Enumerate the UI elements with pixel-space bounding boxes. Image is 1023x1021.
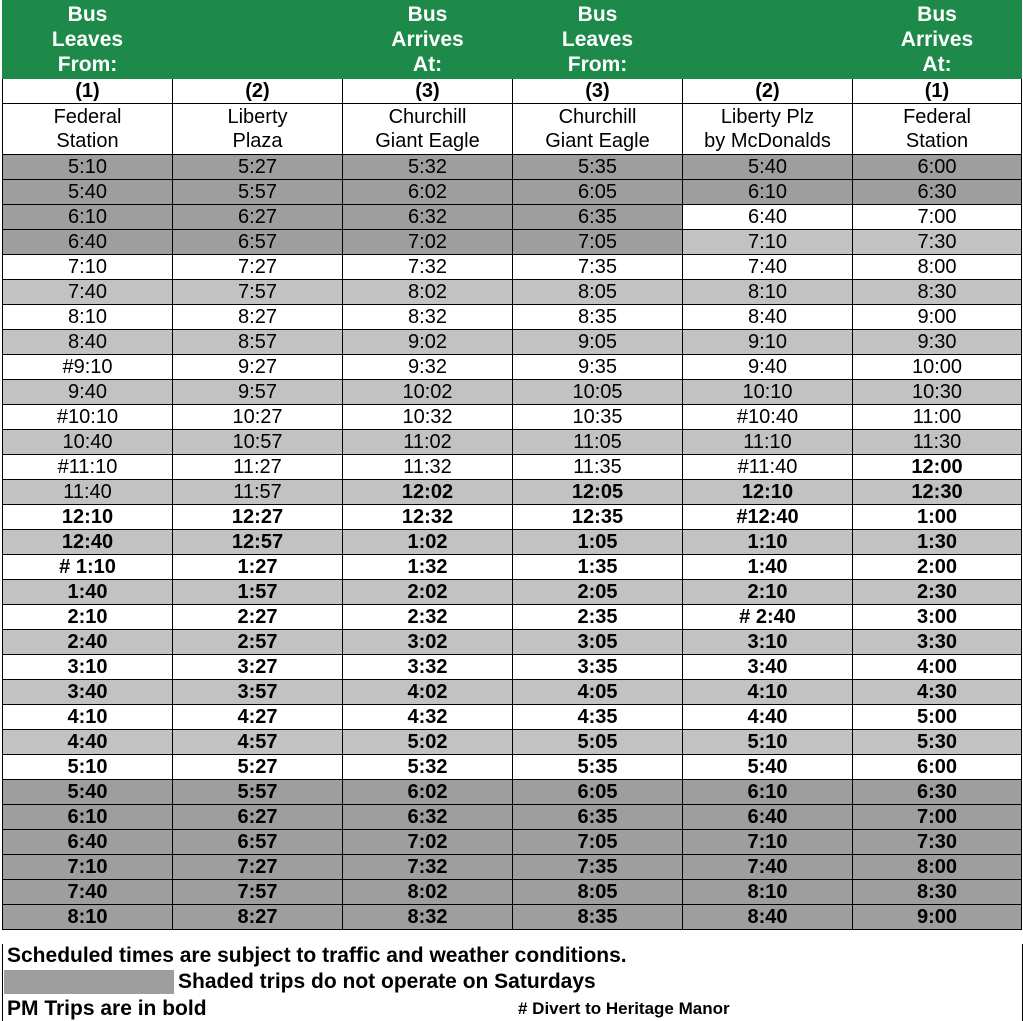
time-cell: 7:00 <box>853 205 1022 230</box>
time-cell: 12:00 <box>853 455 1022 480</box>
time-cell: 9:00 <box>853 305 1022 330</box>
table-row <box>3 655 1022 680</box>
stop-number: (1) <box>853 79 1022 104</box>
time-cell: 7:40 <box>3 880 173 905</box>
time-cell: 7:35 <box>513 255 683 280</box>
time-cell: 2:32 <box>343 605 513 630</box>
time-cell: 8:10 <box>683 880 853 905</box>
time-cell: 7:40 <box>3 280 173 305</box>
time-cell: 6:00 <box>853 155 1022 180</box>
time-cell: 9:00 <box>853 905 1022 930</box>
time-cell: 8:10 <box>3 905 173 930</box>
time-cell: 5:10 <box>683 730 853 755</box>
stop-number: (2) <box>683 79 853 104</box>
time-cell: 6:40 <box>683 205 853 230</box>
table-row <box>3 280 1022 305</box>
time-cell: 11:57 <box>173 480 343 505</box>
time-cell: 3:32 <box>343 655 513 680</box>
table-row <box>3 680 1022 705</box>
time-cell: 7:40 <box>683 255 853 280</box>
time-cell: 4:40 <box>683 705 853 730</box>
time-cell: 6:30 <box>853 180 1022 205</box>
time-cell: 11:00 <box>853 405 1022 430</box>
time-cell: 11:10 <box>683 430 853 455</box>
table-row <box>3 155 1022 180</box>
time-cell: 2:10 <box>683 580 853 605</box>
time-cell: 2:30 <box>853 580 1022 605</box>
time-cell: 7:00 <box>853 805 1022 830</box>
time-cell: 1:40 <box>3 580 173 605</box>
time-cell: 5:00 <box>853 705 1022 730</box>
time-cell: #11:40 <box>683 455 853 480</box>
time-cell: 1:40 <box>683 555 853 580</box>
header-cell-6: Bus Arrives At: <box>853 1 1022 79</box>
table-row <box>3 205 1022 230</box>
header-cell-1: Bus Leaves From: <box>3 1 173 79</box>
time-cell: 6:27 <box>173 205 343 230</box>
time-cell: 7:05 <box>513 830 683 855</box>
table-row <box>3 180 1022 205</box>
time-cell: 5:32 <box>343 155 513 180</box>
time-cell: 5:02 <box>343 730 513 755</box>
time-cell: 2:00 <box>853 555 1022 580</box>
time-cell: #9:10 <box>3 355 173 380</box>
table-row <box>3 705 1022 730</box>
time-cell: 12:05 <box>513 480 683 505</box>
table-row <box>3 480 1022 505</box>
time-cell: 7:10 <box>3 855 173 880</box>
time-cell: 6:10 <box>3 805 173 830</box>
table-row <box>3 830 1022 855</box>
time-cell: 10:00 <box>853 355 1022 380</box>
time-cell: 3:57 <box>173 680 343 705</box>
time-cell: 8:40 <box>3 330 173 355</box>
time-cell: # 2:40 <box>683 605 853 630</box>
stop-name: Churchill Giant Eagle <box>343 104 513 155</box>
time-cell: 7:35 <box>513 855 683 880</box>
time-cell: 8:05 <box>513 880 683 905</box>
time-cell: #12:40 <box>683 505 853 530</box>
time-cell: 4:02 <box>343 680 513 705</box>
time-cell: 5:40 <box>683 155 853 180</box>
time-cell: 8:10 <box>683 280 853 305</box>
table-row <box>3 855 1022 880</box>
time-cell: 4:05 <box>513 680 683 705</box>
stop-name: Liberty Plaza <box>173 104 343 155</box>
time-cell: #11:10 <box>3 455 173 480</box>
time-cell: 6:10 <box>683 780 853 805</box>
table-row <box>3 605 1022 630</box>
time-cell: 8:57 <box>173 330 343 355</box>
time-cell: 10:05 <box>513 380 683 405</box>
table-row <box>3 230 1022 255</box>
time-cell: 7:27 <box>173 255 343 280</box>
time-cell: 1:35 <box>513 555 683 580</box>
traffic-note: Scheduled times are subject to traffic and weather conditions. <box>7 944 627 967</box>
time-cell: 11:35 <box>513 455 683 480</box>
time-cell: 4:40 <box>3 730 173 755</box>
time-cell: 1:32 <box>343 555 513 580</box>
time-cell: 8:40 <box>683 305 853 330</box>
time-cell: 2:02 <box>343 580 513 605</box>
time-cell: 7:10 <box>683 830 853 855</box>
time-cell: 3:00 <box>853 605 1022 630</box>
time-cell: 7:10 <box>3 255 173 280</box>
time-cell: 3:40 <box>3 680 173 705</box>
time-cell: 6:32 <box>343 805 513 830</box>
time-cell: 12:27 <box>173 505 343 530</box>
header-row <box>3 1 1022 79</box>
time-cell: 8:27 <box>173 905 343 930</box>
time-cell: 5:10 <box>3 155 173 180</box>
stop-number-row <box>3 79 1022 104</box>
time-cell: 5:57 <box>173 780 343 805</box>
pm-trips-note: PM Trips are in bold <box>7 997 207 1020</box>
time-cell: 12:30 <box>853 480 1022 505</box>
time-cell: #10:10 <box>3 405 173 430</box>
time-cell: 2:57 <box>173 630 343 655</box>
time-cell: 6:10 <box>3 205 173 230</box>
time-cell: 8:40 <box>683 905 853 930</box>
time-cell: 4:32 <box>343 705 513 730</box>
time-cell: 7:32 <box>343 255 513 280</box>
table-row <box>3 880 1022 905</box>
time-cell: 3:02 <box>343 630 513 655</box>
time-cell: 5:05 <box>513 730 683 755</box>
time-cell: 3:30 <box>853 630 1022 655</box>
time-cell: 5:10 <box>3 755 173 780</box>
time-cell: 8:35 <box>513 305 683 330</box>
table-row <box>3 405 1022 430</box>
time-cell: 7:02 <box>343 230 513 255</box>
time-cell: 12:10 <box>3 505 173 530</box>
stop-name: Federal Station <box>853 104 1022 155</box>
time-cell: 8:10 <box>3 305 173 330</box>
time-cell: 9:40 <box>3 380 173 405</box>
divert-note: # Divert to Heritage Manor <box>518 999 730 1018</box>
time-cell: 8:32 <box>343 305 513 330</box>
table-row <box>3 555 1022 580</box>
time-cell: # 1:10 <box>3 555 173 580</box>
time-cell: 6:32 <box>343 205 513 230</box>
time-cell: 6:27 <box>173 805 343 830</box>
time-cell: 6:00 <box>853 755 1022 780</box>
time-cell: 5:57 <box>173 180 343 205</box>
table-row <box>3 780 1022 805</box>
time-cell: 6:40 <box>3 830 173 855</box>
time-cell: 8:02 <box>343 880 513 905</box>
header-cell-4: Bus Leaves From: <box>513 1 683 79</box>
stop-name-row <box>3 104 1022 155</box>
time-cell: 11:30 <box>853 430 1022 455</box>
time-cell: 5:40 <box>683 755 853 780</box>
table-row <box>3 630 1022 655</box>
stop-number: (2) <box>173 79 343 104</box>
time-cell: 8:05 <box>513 280 683 305</box>
time-cell: 5:40 <box>3 780 173 805</box>
time-cell: 8:30 <box>853 880 1022 905</box>
bus-schedule-table <box>2 0 1022 930</box>
time-cell: 8:35 <box>513 905 683 930</box>
table-row <box>3 430 1022 455</box>
shade-swatch <box>4 970 174 994</box>
time-cell: 10:32 <box>343 405 513 430</box>
time-cell: 8:02 <box>343 280 513 305</box>
time-cell: 7:10 <box>683 230 853 255</box>
time-cell: 10:30 <box>853 380 1022 405</box>
table-row <box>3 755 1022 780</box>
time-cell: 2:35 <box>513 605 683 630</box>
time-cell: 6:35 <box>513 205 683 230</box>
time-cell: 1:30 <box>853 530 1022 555</box>
time-cell: 6:10 <box>683 180 853 205</box>
time-cell: 1:57 <box>173 580 343 605</box>
time-cell: 6:05 <box>513 180 683 205</box>
time-cell: 5:35 <box>513 755 683 780</box>
header-cell-2 <box>173 1 343 79</box>
time-cell: 3:35 <box>513 655 683 680</box>
time-cell: 2:40 <box>3 630 173 655</box>
time-cell: 9:27 <box>173 355 343 380</box>
time-cell: 5:40 <box>3 180 173 205</box>
time-cell: 11:32 <box>343 455 513 480</box>
time-cell: 12:35 <box>513 505 683 530</box>
table-row <box>3 305 1022 330</box>
legend-area <box>2 944 1023 1021</box>
table-row <box>3 455 1022 480</box>
shaded-trips-note: Shaded trips do not operate on Saturdays <box>178 970 596 993</box>
stop-number: (1) <box>3 79 173 104</box>
time-cell: 6:02 <box>343 180 513 205</box>
time-cell: 8:00 <box>853 255 1022 280</box>
table-row <box>3 330 1022 355</box>
time-cell: 6:02 <box>343 780 513 805</box>
time-cell: 9:35 <box>513 355 683 380</box>
time-cell: 3:40 <box>683 655 853 680</box>
time-cell: 10:02 <box>343 380 513 405</box>
time-cell: 1:05 <box>513 530 683 555</box>
time-cell: 12:02 <box>343 480 513 505</box>
time-cell: 7:30 <box>853 230 1022 255</box>
time-cell: 11:40 <box>3 480 173 505</box>
time-cell: 6:40 <box>683 805 853 830</box>
time-cell: 12:32 <box>343 505 513 530</box>
stop-name: Churchill Giant Eagle <box>513 104 683 155</box>
time-cell: 8:30 <box>853 280 1022 305</box>
time-cell: 11:02 <box>343 430 513 455</box>
time-cell: 6:40 <box>3 230 173 255</box>
time-cell: 2:27 <box>173 605 343 630</box>
time-cell: 7:32 <box>343 855 513 880</box>
time-cell: 12:40 <box>3 530 173 555</box>
time-cell: 8:27 <box>173 305 343 330</box>
table-row <box>3 530 1022 555</box>
time-cell: 9:32 <box>343 355 513 380</box>
time-cell: 10:57 <box>173 430 343 455</box>
time-cell: 7:57 <box>173 880 343 905</box>
table-row <box>3 255 1022 280</box>
stop-name: Federal Station <box>3 104 173 155</box>
time-cell: 4:57 <box>173 730 343 755</box>
time-cell: 4:10 <box>3 705 173 730</box>
time-cell: 7:02 <box>343 830 513 855</box>
time-cell: 5:27 <box>173 155 343 180</box>
time-cell: 9:05 <box>513 330 683 355</box>
time-cell: 6:57 <box>173 230 343 255</box>
time-cell: 9:30 <box>853 330 1022 355</box>
time-cell: 10:10 <box>683 380 853 405</box>
table-row <box>3 380 1022 405</box>
time-cell: 6:05 <box>513 780 683 805</box>
time-cell: 10:27 <box>173 405 343 430</box>
stop-name: Liberty Plz by McDonalds <box>683 104 853 155</box>
time-cell: 3:05 <box>513 630 683 655</box>
time-cell: 4:35 <box>513 705 683 730</box>
time-cell: 9:10 <box>683 330 853 355</box>
time-cell: 12:10 <box>683 480 853 505</box>
time-cell: 3:27 <box>173 655 343 680</box>
table-row <box>3 805 1022 830</box>
table-row <box>3 505 1022 530</box>
time-cell: 4:00 <box>853 655 1022 680</box>
header-cell-5 <box>683 1 853 79</box>
table-row <box>3 905 1022 930</box>
time-cell: 7:40 <box>683 855 853 880</box>
time-cell: 8:00 <box>853 855 1022 880</box>
time-cell: 7:05 <box>513 230 683 255</box>
time-cell: 10:40 <box>3 430 173 455</box>
time-cell: 2:10 <box>3 605 173 630</box>
stop-number: (3) <box>343 79 513 104</box>
header-cell-3: Bus Arrives At: <box>343 1 513 79</box>
time-cell: 2:05 <box>513 580 683 605</box>
time-cell: 1:00 <box>853 505 1022 530</box>
time-cell: 8:32 <box>343 905 513 930</box>
stop-number: (3) <box>513 79 683 104</box>
time-cell: 6:30 <box>853 780 1022 805</box>
time-cell: 11:05 <box>513 430 683 455</box>
time-cell: 9:57 <box>173 380 343 405</box>
time-cell: 6:57 <box>173 830 343 855</box>
time-cell: 4:27 <box>173 705 343 730</box>
time-cell: 7:27 <box>173 855 343 880</box>
time-cell: 3:10 <box>3 655 173 680</box>
time-cell: #10:40 <box>683 405 853 430</box>
time-cell: 9:02 <box>343 330 513 355</box>
time-cell: 6:35 <box>513 805 683 830</box>
time-cell: 1:02 <box>343 530 513 555</box>
time-cell: 12:57 <box>173 530 343 555</box>
time-cell: 9:40 <box>683 355 853 380</box>
time-cell: 5:35 <box>513 155 683 180</box>
table-row <box>3 355 1022 380</box>
time-cell: 10:35 <box>513 405 683 430</box>
time-cell: 11:27 <box>173 455 343 480</box>
time-cell: 3:10 <box>683 630 853 655</box>
time-cell: 5:27 <box>173 755 343 780</box>
table-row <box>3 730 1022 755</box>
time-cell: 7:30 <box>853 830 1022 855</box>
time-cell: 5:30 <box>853 730 1022 755</box>
time-cell: 1:27 <box>173 555 343 580</box>
time-cell: 4:30 <box>853 680 1022 705</box>
table-row <box>3 580 1022 605</box>
time-cell: 1:10 <box>683 530 853 555</box>
time-cell: 5:32 <box>343 755 513 780</box>
time-cell: 7:57 <box>173 280 343 305</box>
time-cell: 4:10 <box>683 680 853 705</box>
